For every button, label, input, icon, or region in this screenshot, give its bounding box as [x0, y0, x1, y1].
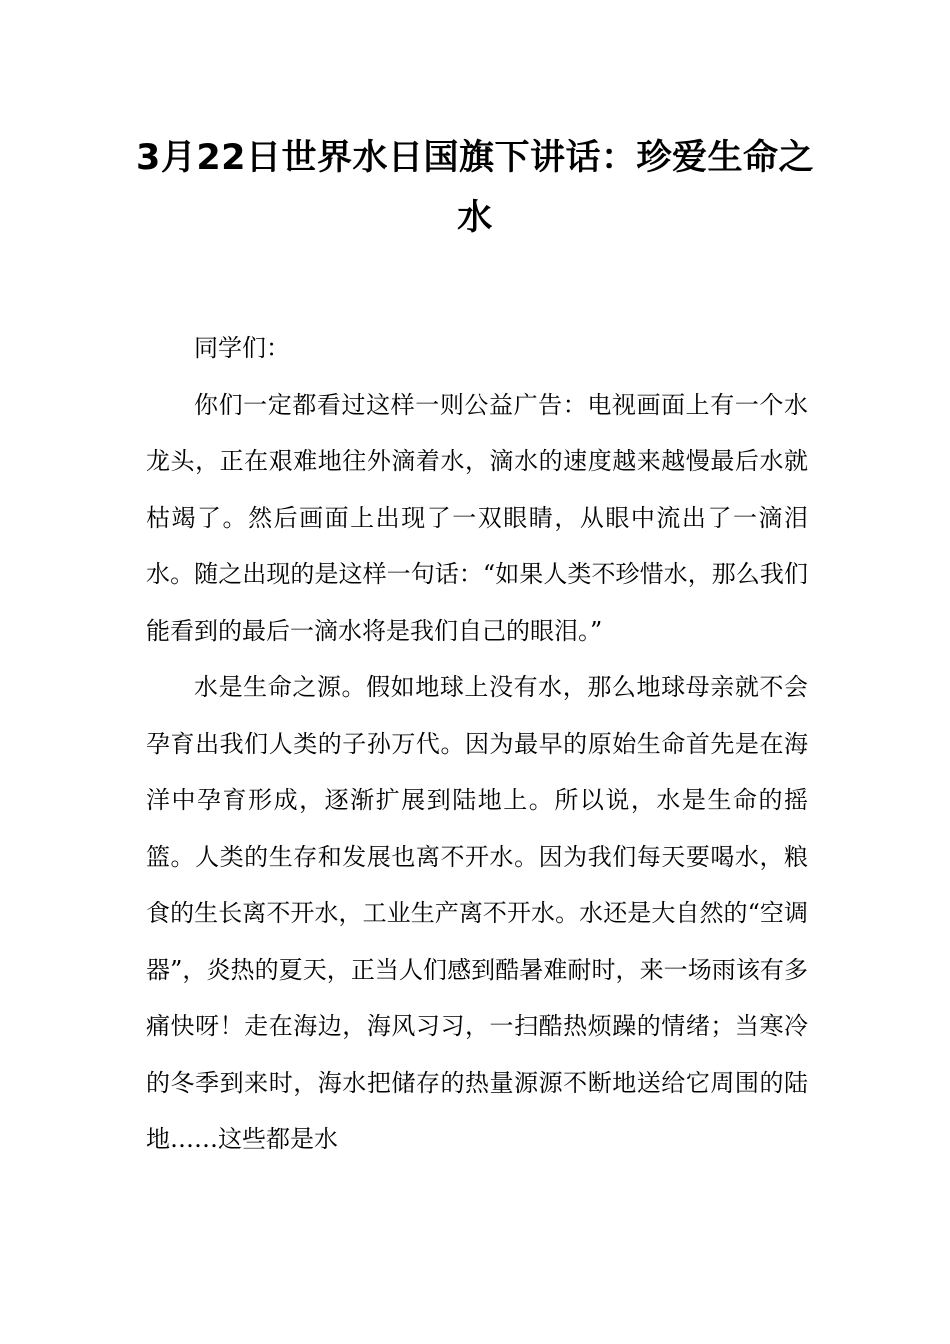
document-body [146, 320, 808, 1168]
document-title: 3月22日世界水日国旗下讲话：珍爱生命之水 [135, 138, 815, 238]
paragraph: 水是生命之源。假如地球上没有水，那么地球母亲就不会孕育出我们人类的子孙万代。因为最早的原始生命首先是在海洋中孕育形成，逐渐扩展到陆地上。所以说，水是生命的摇篮。人类的生存和发展也离不开水。因为我们每天要喝水，粮食的生长离不开水，工业生产离不开水。水还是大自然的“空调器”，炎热的夏天，正当人们感到酷暑难耐时，来一场雨该有多痛快呀！走在海边，海风习习，一扫酷热烦躁的情绪；当寒冷的冬季到来时，海水把储存的热量源源不断地送给它周围的陆地……这些都是水 [146, 673, 808, 1153]
salutation: 同学们： [194, 334, 290, 362]
paragraph: 你们一定都看过这样一则公益广告：电视画面上有一个水龙头，正在艰难地往外滴着水，滴水的速度越来越慢最后水就枯竭了。然后画面上出现了一双眼睛，从眼中流出了一滴泪水。随之出现的是这样一句话：“如果人类不珍惜水，那么我们能看到的最后一滴水将是我们自己的眼泪。” [146, 390, 808, 645]
